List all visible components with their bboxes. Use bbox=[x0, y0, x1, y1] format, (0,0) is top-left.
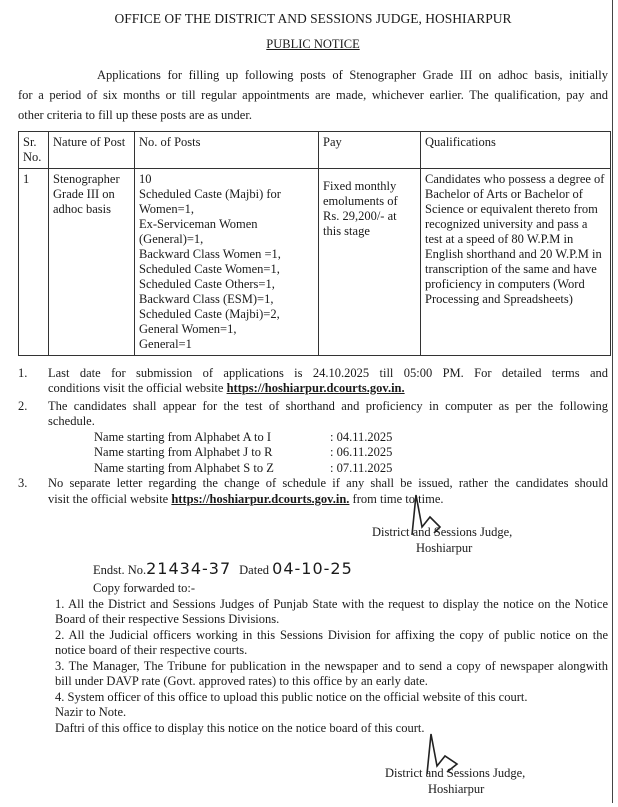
office-heading: OFFICE OF THE DISTRICT AND SESSIONS JUDGE, HOSHIARPUR bbox=[114, 11, 512, 26]
cell-sr: 1 bbox=[19, 168, 49, 355]
header-post: Nature of Post bbox=[49, 131, 135, 168]
copy-item: 1. All the District and Sessions Judges of Punjab State with the request to display the notice on the Notice bbox=[55, 596, 608, 611]
post-allocation-line: Scheduled Caste Women=1, bbox=[139, 261, 280, 276]
point-2-body bbox=[48, 399, 608, 477]
cell-posts bbox=[135, 168, 319, 355]
point-1-line: Last date for submission of applications is 24.10.2025 till 05:00 PM. For detailed terms and bbox=[48, 365, 608, 380]
post-allocation-line: Women=1, bbox=[139, 201, 194, 216]
point-3-text: visit the official website bbox=[48, 491, 172, 506]
copy-item: notice board of their respective courts. bbox=[55, 643, 248, 657]
post-allocation-line: Scheduled Caste (Majbi) for bbox=[139, 186, 281, 201]
table-header-row bbox=[19, 131, 611, 168]
intro-line: Applications for filling up following posts of Stenographer Grade III on adhoc basis, initially bbox=[97, 67, 608, 82]
point-3-text: from time to time. bbox=[349, 491, 444, 506]
post-allocation-line: Scheduled Caste (Majbi)=2, bbox=[139, 306, 280, 321]
copy-item: 2. All the Judicial officers working in this Sessions Division for affixing the copy of public notice on the bbox=[55, 627, 608, 642]
copy-forwarded: Copy forwarded to:- bbox=[93, 581, 196, 595]
post-allocation-line: 10 bbox=[139, 171, 152, 186]
schedule-range: Name starting from Alphabet J to R bbox=[94, 445, 273, 459]
point-3-line: No separate letter regarding the change of schedule if any shall be issued, rather the candidates should bbox=[48, 476, 608, 490]
header-pay: Pay bbox=[319, 131, 421, 168]
posts-lines bbox=[139, 172, 314, 352]
point-1-line bbox=[48, 381, 608, 397]
point-1-text: conditions visit the official website bbox=[48, 381, 227, 395]
cell-post: Stenographer Grade III on adhoc basis bbox=[49, 168, 135, 355]
copy-item: bill under DAVP rate (Govt. approved rates) to this office by an early date. bbox=[55, 674, 428, 688]
website-link[interactable]: https://hoshiarpur.dcourts.gov.in. bbox=[171, 491, 350, 506]
post-allocation-line: General=1 bbox=[139, 336, 192, 351]
table-row bbox=[19, 168, 611, 355]
schedule-range: Name starting from Alphabet S to Z bbox=[94, 460, 274, 475]
signature-designation: District and Sessions Judge, bbox=[372, 525, 513, 539]
signature-mark bbox=[421, 730, 461, 776]
endorsement-line bbox=[93, 558, 608, 581]
copy-list bbox=[55, 597, 608, 737]
point-1-body bbox=[48, 366, 608, 397]
signature-place: Hoshiarpur bbox=[416, 540, 473, 555]
schedule-date: : 07.11.2025 bbox=[330, 460, 393, 475]
signature-mark bbox=[406, 491, 446, 537]
post-allocation-line: Scheduled Caste Others=1, bbox=[139, 276, 275, 291]
point-2 bbox=[18, 399, 608, 477]
endorsement-date: 04-10-25 bbox=[272, 559, 353, 578]
point-1 bbox=[18, 366, 608, 397]
point-number: 2. bbox=[18, 398, 28, 413]
cell-qualifications: Candidates who possess a degree of Bachelor of Arts or Bachelor of Science or equivalent thereto from recognized university and pass a test at a speed of 80 W.P.M in English shorthand and 20 W.P.M in transcription of the same and have proficiency in computers (Word Processing and Spreadsheets) bbox=[421, 168, 611, 355]
schedule-row bbox=[94, 445, 608, 461]
schedule-range: Name starting from Alphabet A to I bbox=[94, 429, 272, 444]
point-3-body bbox=[48, 476, 608, 507]
point-3-line bbox=[48, 492, 608, 508]
notice-title: PUBLIC NOTICE bbox=[266, 37, 360, 51]
intro-line: other criteria to fill up these posts are as under. bbox=[18, 107, 252, 122]
point-number: 3. bbox=[18, 476, 28, 490]
point-number: 1. bbox=[18, 365, 28, 380]
signature-place: Hoshiarpur bbox=[428, 781, 485, 796]
endorsement-label: Endst. No. bbox=[93, 563, 147, 577]
header-sr: Sr. No. bbox=[19, 131, 49, 168]
intro-line: for a period of six months or till regular appointments are made, whichever earlier. The qualification, pay and bbox=[18, 87, 608, 102]
page-edge-line bbox=[612, 0, 613, 803]
post-allocation-line: (General)=1, bbox=[139, 231, 204, 246]
cell-pay: Fixed monthly emoluments of Rs. 29,200/- at this stage bbox=[319, 168, 421, 355]
post-allocation-line: Ex-Serviceman Women bbox=[139, 216, 258, 231]
point-2-line: The candidates shall appear for the test of shorthand and proficiency in computer as per the following bbox=[48, 398, 608, 413]
endorsement-number: 21434-37 bbox=[146, 559, 232, 578]
post-allocation-line: General Women=1, bbox=[139, 321, 237, 336]
signature-block bbox=[372, 525, 608, 556]
point-2-line: schedule. bbox=[48, 414, 95, 428]
header-qualifications: Qualifications bbox=[421, 131, 611, 168]
post-allocation-line: Backward Class (ESM)=1, bbox=[139, 291, 274, 306]
schedule-row bbox=[94, 461, 608, 477]
point-3 bbox=[18, 476, 608, 507]
schedule-date: : 04.11.2025 bbox=[330, 429, 393, 444]
copy-item: Nazir to Note. bbox=[55, 705, 127, 719]
signature-designation: District and Sessions Judge, bbox=[385, 766, 526, 780]
website-link[interactable]: https://hoshiarpur.dcourts.gov.in. bbox=[226, 381, 405, 395]
copy-item: 3. The Manager, The Tribune for publication in the newspaper and to send a copy of newspaper alongwith bbox=[55, 658, 608, 673]
posts-table bbox=[18, 131, 611, 356]
signature-block bbox=[385, 766, 608, 797]
schedule-date: : 06.11.2025 bbox=[330, 445, 393, 459]
dated-label: Dated bbox=[239, 563, 270, 577]
header-posts: No. of Posts bbox=[135, 131, 319, 168]
post-allocation-line: Backward Class Women =1, bbox=[139, 246, 281, 261]
schedule-row bbox=[94, 430, 608, 446]
copy-item: Board of their respective Sessions Divisions. bbox=[55, 612, 280, 626]
copy-item: Daftri of this office to display this notice on the notice board of this court. bbox=[55, 720, 425, 735]
copy-item: 4. System officer of this office to upload this public notice on the official website of this court. bbox=[55, 689, 528, 704]
